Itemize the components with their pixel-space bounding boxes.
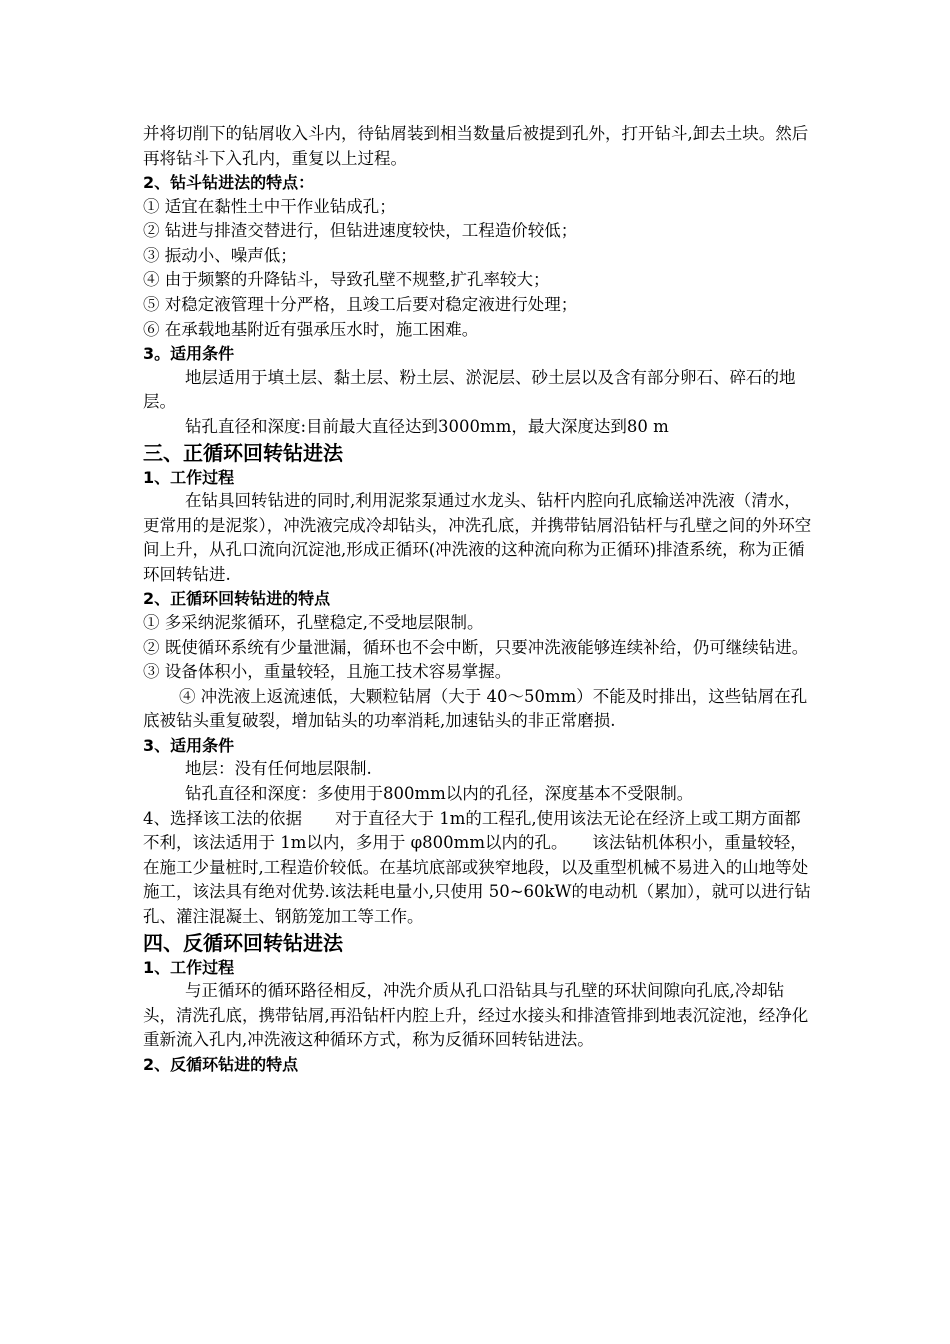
- list-item: ④ 由于频繁的升降钻斗，导致孔壁不规整,扩孔率较大；: [143, 270, 550, 290]
- list-item: ④ 冲洗液上返流速低，大颗粒钻屑（大于 40～50mm）不能及时排出，这些钻屑在孔底被钻头重复破裂，增加钻头的功率消耗,加速钻头的非正常磨损.: [143, 686, 808, 731]
- list-item: ⑤ 对稳定液管理十分严格，且竣工后要对稳定液进行处理；: [143, 295, 578, 315]
- section-heading-reverse-circulation: 四、反循环回转钻进法: [143, 930, 343, 955]
- paragraph-work-process: 在钻具回转钻进的同时,利用泥浆泵通过水龙头、钻杆内腔向孔底输送冲洗液（清水，更常用的是泥浆），冲洗液完成冷却钻头，冲洗孔底，并携带钻屑沿钻杆与孔壁之间的外环空间上升，从孔口流向沉淀池,形成正循环(冲洗液的这种流向称为正循环)排渣系统，称为正循环回转钻进.: [143, 491, 812, 584]
- heading-forward-features: 2、正循环回转钻进的特点: [143, 589, 331, 609]
- heading-bucket-features: 2、钻斗钻进法的特点：: [143, 173, 315, 193]
- paragraph-diameter-depth: 钻孔直径和深度：多使用于800mm以内的孔径，深度基本不受限制。: [185, 783, 694, 803]
- list-item: ① 适宜在黏性土中干作业钻成孔；: [143, 196, 396, 216]
- list-item: ② 钻进与排渣交替进行，但钻进速度较快，工程造价较低；: [143, 221, 578, 241]
- list-item: ② 既使循环系统有少量泄漏，循环也不会中断，只要冲洗液能够连续补给，仍可继续钻进。: [143, 637, 809, 657]
- heading-forward-conditions: 3、适用条件: [143, 735, 235, 755]
- paragraph-intro: 并将切削下的钻屑收入斗内，待钻屑装到相当数量后被提到孔外，打开钻斗,卸去土块。然后再将钻斗下入孔内，重复以上过程。: [143, 124, 809, 168]
- document-page: [143, 122, 815, 1076]
- paragraph-strata: 地层适用于填土层、黏土层、粉土层、淤泥层、砂土层以及含有部分卵石、碎石的地层。: [143, 367, 796, 412]
- heading-work-process: 1、工作过程: [143, 957, 235, 977]
- list-item: ③ 振动小、噪声低；: [143, 245, 297, 265]
- list-item: ⑥ 在承载地基附近有强承压水时，施工困难。: [143, 319, 479, 339]
- section-heading-forward-circulation: 三、正循环回转钻进法: [143, 440, 343, 465]
- paragraph-work-process: 与正循环的循环路径相反，冲洗介质从孔口沿钻具与孔壁的环状间隙向孔底,冷却钻头，清洗孔底，携带钻屑,再沿钻杆内腔上升，经过水接头和排渣管排到地表沉淀池，经净化重新流入孔内,冲洗液这种循环方式，称为反循环回转钻进法。: [143, 981, 809, 1050]
- heading-bucket-conditions: 3。适用条件: [143, 344, 235, 364]
- list-item: ③ 设备体积小，重量较轻，且施工技术容易掌握。: [143, 662, 512, 682]
- paragraph-diameter-depth: 钻孔直径和深度:目前最大直径达到3000mm，最大深度达到80 m: [185, 416, 669, 436]
- heading-work-process: 1、工作过程: [143, 467, 235, 487]
- heading-reverse-features: 2、反循环钻进的特点: [143, 1054, 299, 1074]
- paragraph-strata: 地层：没有任何地层限制.: [185, 759, 372, 779]
- list-item: ① 多采纳泥浆循环，孔壁稳定,不受地层限制。: [143, 612, 484, 632]
- paragraph-selection-basis: 4、选择该工法的依据 对于直径大于 1m的工程孔,使用该法无论在经济上或工期方面都不利，该法适用于 1m以内，多用于 φ800mm以内的孔。 该法钻机体积小，重量较轻，在施工少量桩时,工程造价较低。在基坑底部或狭窄地段，以及重型机械不易进入的山地等处施工，该法具有绝对优势.该法耗电量小,只使用 50~60kW的电动机（累加），就可以进行钻孔、灌注混凝土、钢筋笼加工等工作。: [143, 808, 811, 926]
